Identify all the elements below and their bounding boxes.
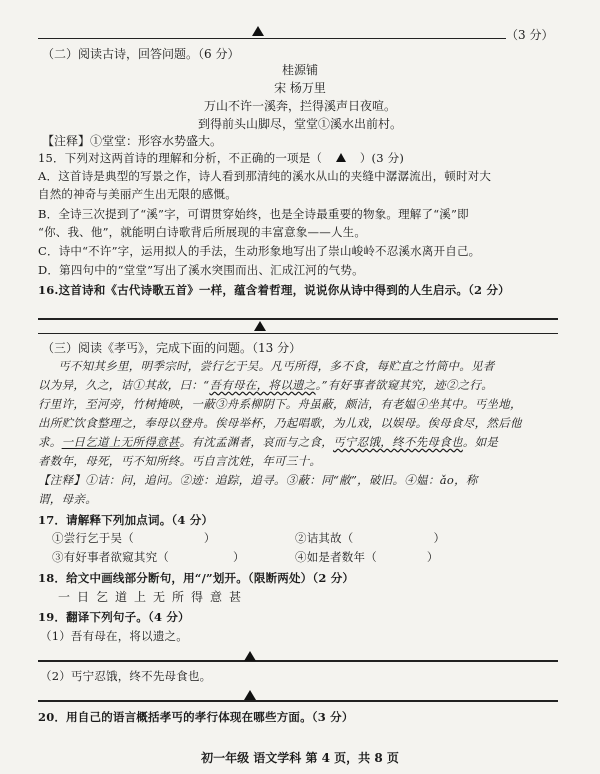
passage-text: 。如是 [462,435,499,449]
triangle-marker-icon [244,690,256,700]
q17-item-3-text: ③有好事者欲窥其究（ [52,550,169,564]
passage-line-5 [38,434,498,450]
passage-line-6: 者数年，母死，丐不知所终。丐自言沈姓，年可三十。 [38,454,322,468]
passage-line-4: 出所贮饮食整理之，奉母以登舟。俟母举杯，乃起唱歌，为儿戏，以娱母。俟母食尽，然后他 [38,416,522,430]
question-16: 16.这首诗和《古代诗歌五首》一样，蕴含着哲理，说说你从诗中得到的人生启示。（2 分） [38,283,510,297]
answer-line [38,660,558,662]
answer-line [38,333,558,334]
answer-triangle-icon [336,153,346,162]
answer-line [38,318,558,320]
passage-line-3: 行里许，至河旁，竹树掩映，一蔽③舟系柳阴下。舟虽蔽，颇洁，有老媪④坐其中。丐坐地， [38,397,522,411]
q19-item-2: （2）丐宁忍饿，终不先母食也。 [40,669,212,683]
q17-item-2: ②诘其故（ ） [295,531,446,545]
q15-option-c: C．诗中“不许”字，运用拟人的手法，生动形象地写出了崇山峻岭不忍溪水离开自己。 [38,244,481,258]
question-15-tail: ）(3 分) [359,151,405,165]
passage-text: 。有沈孟渊者，哀而与之食， [179,435,334,449]
passage-line-2 [38,377,493,393]
q17-item-3: ③有好事者欲窥其究（ ） [52,550,245,564]
poem-line-1: 万山不许一溪奔，拦得溪声日夜喧。 [203,99,396,113]
poem-title: 桂源铺 [281,63,318,77]
section3-heading: （三）阅读《孝丐》，完成下面的问题。（13 分） [42,341,302,355]
q15-option-a-line1: A．这首诗是典型的写景之作，诗人看到那清纯的溪水从山的夹缝中潺潺流出，顿时对大 [38,169,492,183]
passage-note-1: 【注释】①诘：问，追问。②迹：追踪，追寻。③蔽：同“敝”，破旧。④媪：ǎo，称 [38,473,478,487]
page-footer: 初一年级 语文学科 第 4 页，共 8 页 [201,751,399,765]
question-19: 19．翻译下列句子。（4 分） [38,610,190,624]
question-15 [38,150,404,166]
q19-item-1: （1）吾有母在，将以遗之。 [40,629,188,643]
passage-line-1: 丐不知其乡里，明季宗时，尝行乞于吴。凡丐所得，多不食，每贮直之竹筒中。见者 [58,359,495,373]
question-18: 18．给文中画线部分断句，用“/”划开。（限断两处）（2 分） [38,571,355,585]
poem-note: 【注释】①堂堂：形容水势盛大。 [42,134,223,148]
section2-heading: （二）阅读古诗，回答问题。（6 分） [42,47,240,61]
poem-author: 宋 杨万里 [274,81,326,95]
q18-sentence: 一日乞道上无所得意甚 [58,590,249,604]
q17-item-4-text: ④如是者数年（ [295,550,377,564]
q15-option-b-line1: B．全诗三次提到了“溪”字，可谓贯穿始终，也是全诗最重要的物象。理解了“溪”即 [38,207,469,221]
passage-text: 。”有好事者欲窥其究，迹②之行。 [315,378,494,392]
poem-line-2: 到得前头山脚尽，堂堂①溪水出前村。 [197,117,402,131]
q17-item-1-text: ①尝行乞于吴（ [52,531,134,545]
q15-option-d: D．第四句中的“堂堂”写出了溪水突围而出、汇成江河的气势。 [38,263,364,277]
question-17: 17．请解释下列加点词。（4 分） [38,513,214,527]
q15-option-b-line2: “你、我、他”，就能明白诗歌背后所展现的丰富意象——人生。 [38,225,367,239]
question-15-stem: 15．下列对这两首诗的理解和分析，不正确的一项是（ [38,151,323,165]
q17-item-4: ④如是者数年（ ） [295,550,439,564]
passage-text: 以为异，久之，诘①其故，曰：“ [38,378,210,392]
answer-line [38,38,506,39]
passage-underline: 一日乞道上无所得意甚 [61,435,180,449]
question-20: 20．用自己的语言概括孝丐的孝行体现在哪些方面。（3 分） [38,710,354,724]
q17-item-2-text: ②诘其故（ [295,531,354,545]
answer-line [38,700,558,702]
passage-note-2: 谓，母亲。 [38,492,97,506]
passage-text: 求。 [38,435,62,449]
q15-option-a-line2: 自然的神奇与美丽产生出无限的感慨。 [38,187,237,201]
q17-item-1: ①尝行乞于吴（ ） [52,531,216,545]
top-score: （3 分） [506,28,554,42]
triangle-marker-icon [254,321,266,331]
triangle-marker-icon [244,651,256,661]
passage-wavy-underline: 吾有母在，将以遗之 [209,378,316,392]
passage-wavy-underline: 丐宁忍饿，终不先母食也 [333,435,463,449]
triangle-marker-icon [252,26,264,36]
